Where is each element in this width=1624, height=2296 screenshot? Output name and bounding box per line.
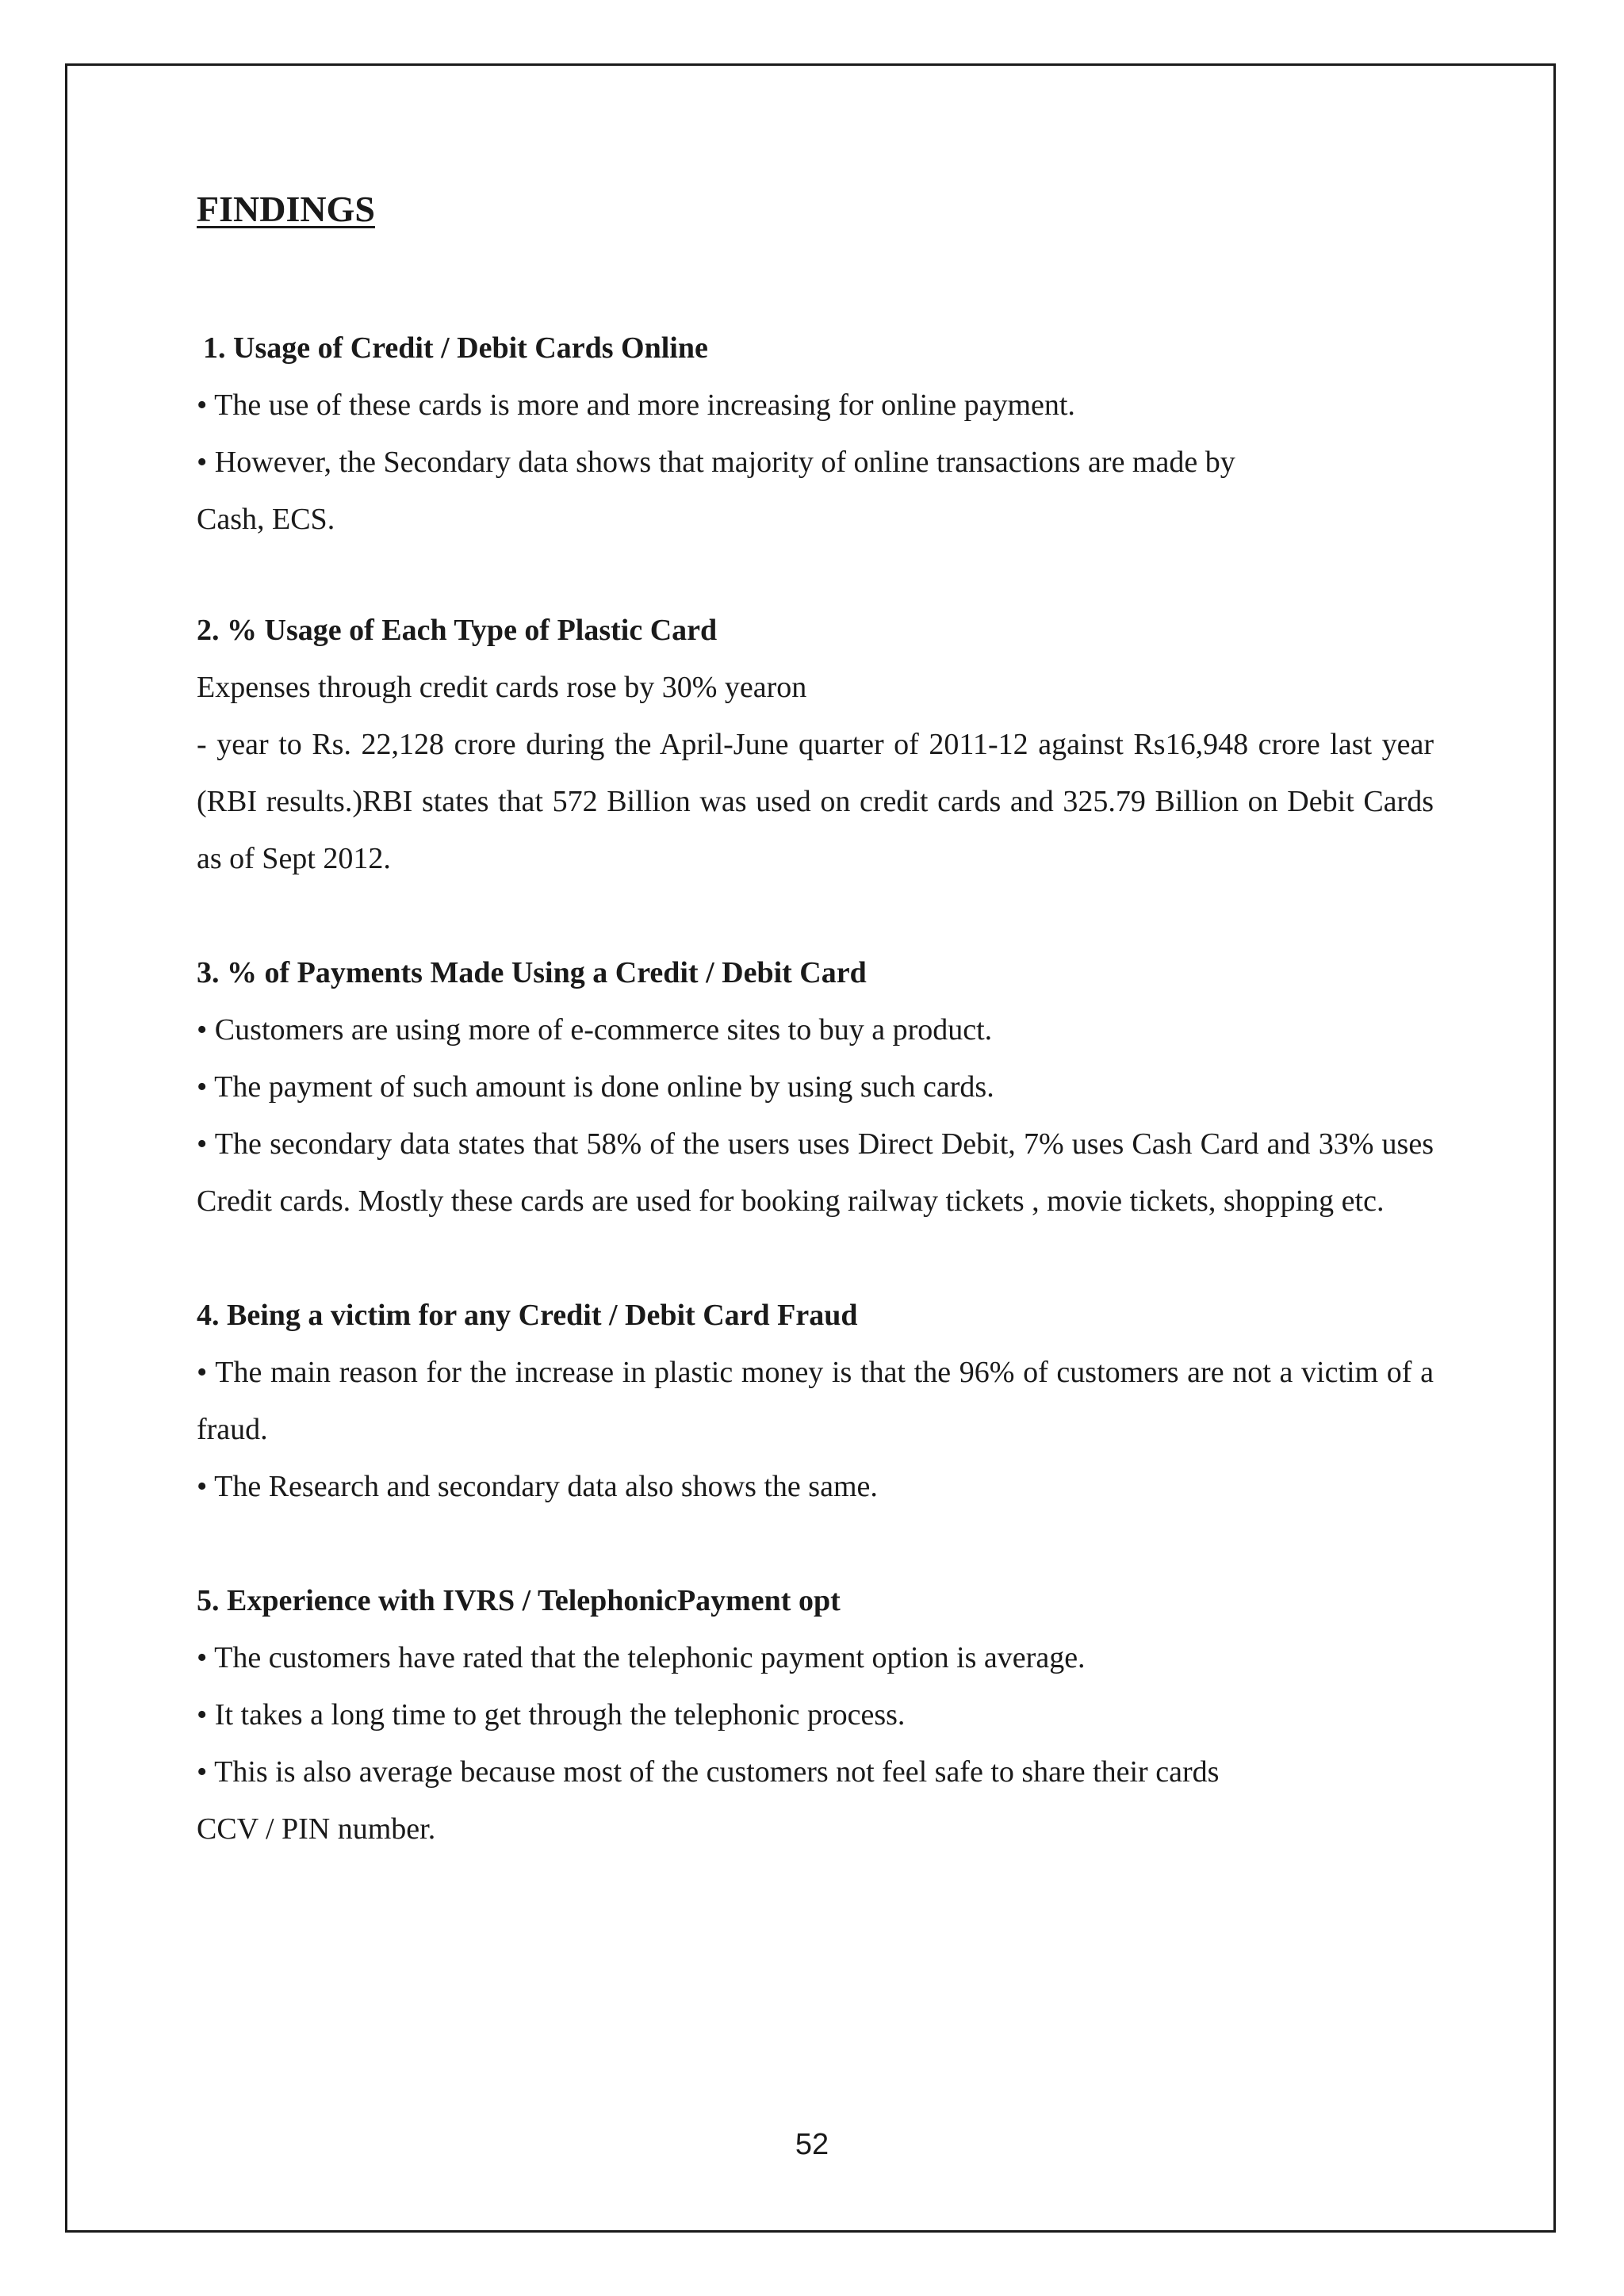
paragraph-text: • The secondary data states that 58% of the users uses Direct Debit, 7% uses Cash Card and 33% uses Credit cards. Mostly these cards are used for booking railway tickets , movie tickets, shopping etc. — [197, 1127, 1434, 1219]
page-number: 52 — [795, 2128, 829, 2161]
paragraph-line: Expenses through credit cards rose by 30% yearon — [197, 671, 807, 705]
section-usage-online — [197, 320, 1434, 548]
page-title: FINDINGS — [197, 189, 375, 229]
section-card-fraud — [197, 1287, 1434, 1515]
section-heading: 1. Usage of Credit / Debit Cards Online — [203, 331, 708, 365]
section-payments-by-card — [197, 944, 1434, 1230]
paragraph-line: • It takes a long time to get through the telephonic process. — [197, 1698, 906, 1732]
paragraph-line: • Customers are using more of e-commerce sites to buy a product. — [197, 1013, 993, 1047]
paragraph-line: • This is also average because most of the customers not feel safe to share their cards — [197, 1755, 1220, 1789]
section-plastic-card-usage — [197, 602, 1434, 887]
paragraph-text: • The main reason for the increase in plastic money is that the 96% of customers are not a victim of a fraud. — [197, 1356, 1434, 1447]
section-heading: 3. % of Payments Made Using a Credit / Debit Card — [197, 956, 867, 990]
paragraph-line: • The Research and secondary data also shows the same. — [197, 1470, 878, 1504]
paragraph-line: • The use of these cards is more and more increasing for online payment. — [197, 388, 1075, 423]
paragraph-line: • The customers have rated that the telephonic payment option is average. — [197, 1641, 1086, 1675]
paragraph-text: - year to Rs. 22,128 crore during the April-June quarter of 2011-12 against Rs16,948 crore last year (RBI results.)RBI states that 572 Billion was used on credit cards and 325.79 Billion on Debit Cards as of Sept 2012. — [197, 728, 1434, 876]
section-heading: 4. Being a victim for any Credit / Debit Card Fraud — [197, 1299, 858, 1333]
section-heading: 2. % Usage of Each Type of Plastic Card — [197, 614, 718, 648]
paragraph-line: • However, the Secondary data shows that majority of online transactions are made by — [197, 446, 1235, 480]
paragraph-line: CCV / PIN number. — [197, 1812, 436, 1846]
paragraph-line: • The payment of such amount is done online by using such cards. — [197, 1070, 994, 1104]
section-heading: 5. Experience with IVRS / TelephonicPayment opt — [197, 1584, 841, 1618]
paragraph-line: Cash, ECS. — [197, 503, 335, 537]
section-ivrs-experience — [197, 1572, 1434, 1858]
document-body — [197, 187, 1434, 1858]
